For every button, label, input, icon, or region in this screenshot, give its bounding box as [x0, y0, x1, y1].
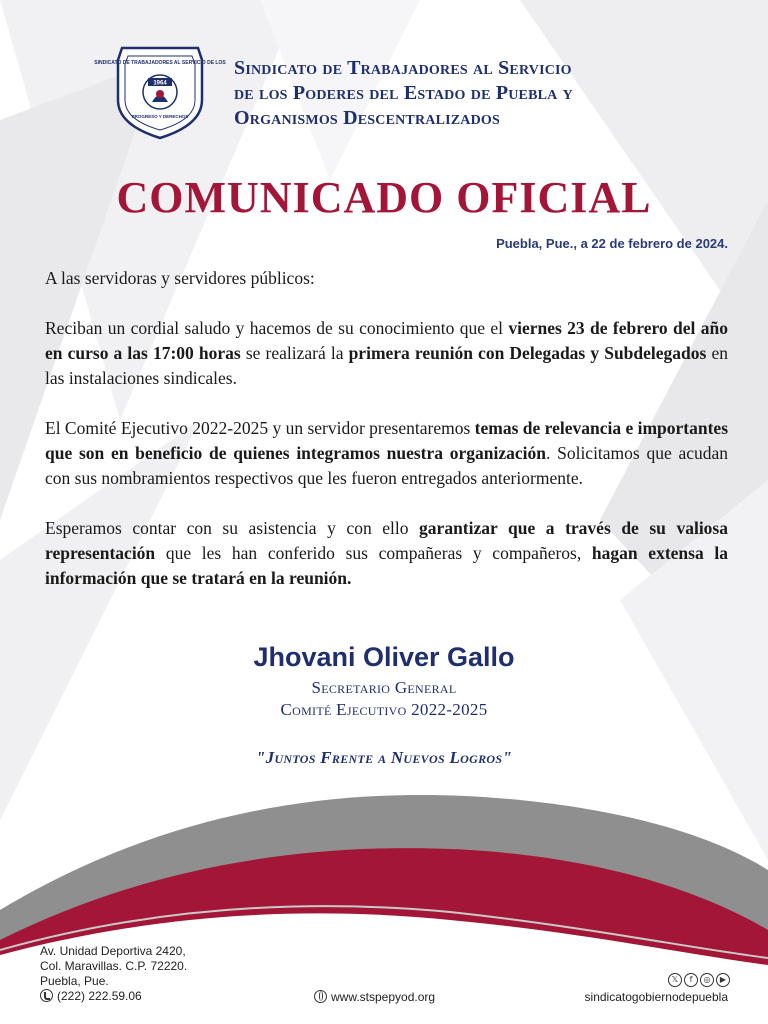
seal-year: 1964: [153, 80, 167, 87]
social-icons: [666, 973, 730, 987]
instagram-icon[interactable]: ◎: [700, 973, 714, 987]
website-url[interactable]: www.stspepyod.org: [331, 990, 436, 1004]
facebook-icon[interactable]: f: [684, 973, 698, 987]
address-line: Av. Unidad Deportiva 2420,: [40, 944, 186, 958]
bold-text-run: viernes 23 de febrero del año en curso a las 17:00 horas: [45, 318, 728, 363]
bold-text-run: temas de relevancia e importantes que son en beneficio de quienes integramos nuestra organización: [45, 418, 729, 463]
globe-icon: [314, 990, 327, 1003]
union-motto: "Juntos Frente a Nuevos Logros": [255, 748, 513, 767]
letter-body: [45, 266, 728, 616]
bold-text-run: primera reunión con Delegadas y Subdelegados: [348, 343, 707, 363]
paragraph-committee: [45, 416, 728, 491]
phone-icon: [40, 989, 53, 1002]
text-run: se realizará la: [240, 343, 349, 363]
salutation: A las servidoras y servidores públicos:: [45, 268, 315, 288]
text-run: que les han conferido sus compañeras y compañeros,: [155, 543, 592, 563]
address-line: Col. Maravillas. C.P. 72220.: [40, 959, 188, 973]
document-title: COMUNICADO OFICIAL: [116, 173, 652, 222]
bold-text-run: hagan extensa la información que se tratará en la reunión.: [45, 543, 728, 588]
x-icon[interactable]: 𝕏: [668, 973, 682, 987]
text-run: en las instalaciones sindicales.: [45, 343, 728, 388]
youtube-icon[interactable]: ▶: [716, 973, 730, 987]
footer-website[interactable]: [314, 990, 435, 1004]
text-run: El Comité Ejecutivo 2022-2025 y un servidor presentaremos: [45, 418, 475, 438]
organization-line: de los Poderes del Estado de Puebla y: [234, 82, 573, 104]
signer-committee: Comité Ejecutivo 2022-2025: [280, 700, 488, 719]
header: [94, 40, 730, 140]
text-run: Reciban un cordial saludo y hacemos de su conocimiento que el: [45, 318, 509, 338]
footer-address: [40, 944, 187, 1004]
paragraph-meeting: [45, 316, 728, 391]
signer-role: Secretario General: [311, 678, 457, 697]
signer-name: Jhovani Oliver Gallo: [253, 642, 515, 672]
phone-number: (222) 222.59.06: [57, 989, 142, 1003]
text-run: Esperamos contar con su asistencia y con ello: [45, 518, 420, 538]
social-handle[interactable]: sindicatogobiernodepuebla: [584, 990, 728, 1004]
organization-line: Sindicato de Trabajadores al Servicio: [234, 57, 572, 79]
phone-line: [40, 989, 187, 1004]
date-line: Puebla, Pue., a 22 de febrero de 2024.: [496, 236, 728, 251]
seal-motto-text: PROGRESO Y DERECHOS: [131, 114, 189, 119]
text-run: . Solicitamos que acudan con sus nombramientos respectivos que les fueron entregados anteriormente.: [45, 443, 728, 488]
address-line: Puebla, Pue.: [40, 974, 109, 988]
paragraph-closing: [45, 516, 728, 591]
union-seal-logo: [94, 40, 226, 140]
bold-text-run: garantizar que a través de su valiosa representación: [45, 518, 728, 563]
organization-name: [234, 56, 694, 131]
organization-line: Organismos Descentralizados: [234, 107, 501, 129]
seal-top-text: SINDICATO DE TRABAJADORES AL SERVICIO DE LOS: [94, 60, 226, 66]
